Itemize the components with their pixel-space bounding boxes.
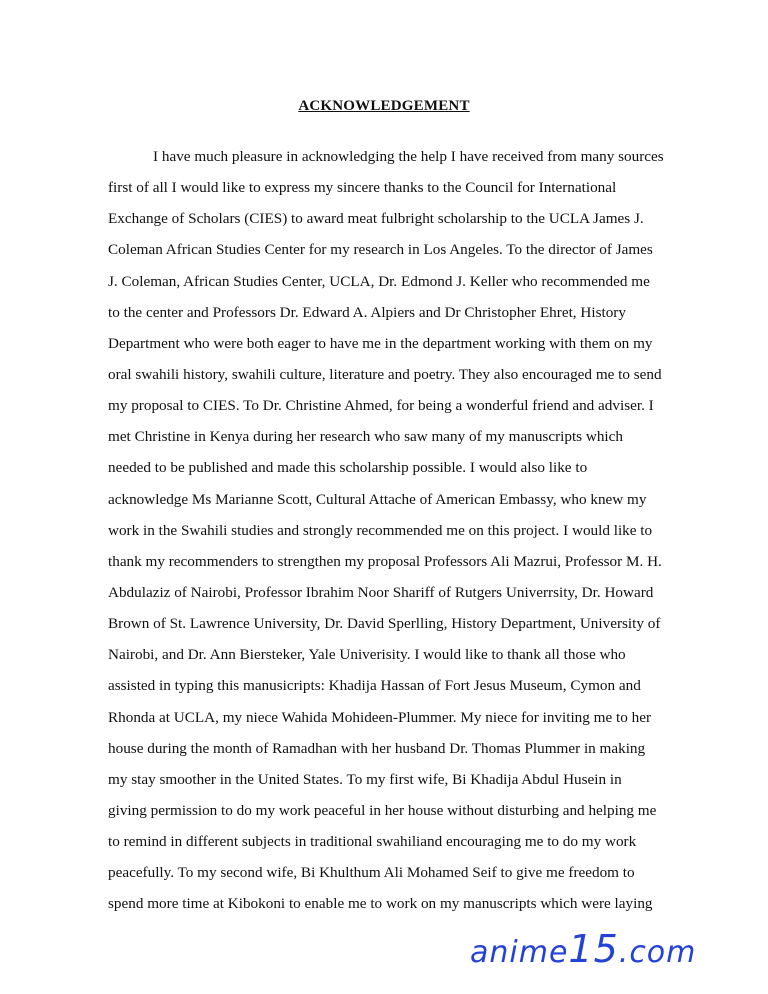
watermark-logo	[470, 927, 697, 971]
body-line: first of all I would like to express my sincere thanks to the Council for International	[108, 179, 617, 197]
body-line: I have much pleasure in acknowledging the help I have received from many sources	[153, 148, 664, 165]
body-line: to remind in different subjects in traditional swahiliand encouraging me to do my work	[108, 833, 637, 851]
body-line: spend more time at Kibokoni to enable me to work on my manuscripts which were laying	[108, 895, 653, 913]
body-line: Nairobi, and Dr. Ann Biersteker, Yale Univerisity. I would like to thank all those who	[108, 646, 626, 664]
body-line: work in the Swahili studies and strongly recommended me on this project. I would like to	[108, 521, 653, 539]
acknowledgement-body	[108, 141, 668, 920]
body-line: house during the month of Ramadhan with her husband Dr. Thomas Plummer in making	[108, 739, 646, 757]
body-line: assisted in typing this manusicripts: Khadija Hassan of Fort Jesus Museum, Cymon and	[108, 677, 641, 695]
body-line: J. Coleman, African Studies Center, UCLA, Dr. Edmond J. Keller who recommended me	[108, 272, 650, 290]
body-line: acknowledge Ms Marianne Scott, Cultural Attache of American Embassy, who knew my	[108, 490, 647, 508]
body-line: met Christine in Kenya during her research who saw many of my manuscripts which	[108, 428, 623, 446]
body-line: giving permission to do my work peaceful in her house without disturbing and helping me	[108, 801, 657, 819]
body-line: peacefully. To my second wife, Bi Khulthum Ali Mohamed Seif to give me freedom to	[108, 864, 635, 882]
watermark-number: 15	[568, 927, 619, 971]
body-line: Department who were both eager to have me in the department working with them on my	[108, 334, 653, 352]
body-line: my proposal to CIES. To Dr. Christine Ahmed, for being a wonderful friend and adviser. I	[108, 397, 654, 415]
body-line: Brown of St. Lawrence University, Dr. David Sperlling, History Department, University of	[108, 615, 661, 633]
body-line: oral swahili history, swahili culture, literature and poetry. They also encouraged me to send	[108, 365, 662, 383]
watermark-prefix: anime	[470, 935, 569, 970]
body-line: to the center and Professors Dr. Edward A. Alpiers and Dr Christopher Ehret, History	[108, 303, 626, 321]
watermark-suffix: .com	[618, 935, 697, 970]
body-line: thank my recommenders to strengthen my proposal Professors Ali Mazrui, Professor M. H.	[108, 552, 662, 570]
body-line: Exchange of Scholars (CIES) to award meat fulbright scholarship to the UCLA James J.	[108, 210, 644, 228]
body-line: my stay smoother in the United States. To my first wife, Bi Khadija Abdul Husein in	[108, 770, 622, 788]
body-line: Coleman African Studies Center for my research in Los Angeles. To the director of James	[108, 241, 653, 259]
body-line: Rhonda at UCLA, my niece Wahida Mohideen-Plummer. My niece for inviting me to her	[108, 708, 652, 726]
body-line: Abdulaziz of Nairobi, Professor Ibrahim Noor Shariff of Rutgers Univerrsity, Dr. Howard	[108, 583, 654, 601]
page-title: ACKNOWLEDGEMENT	[298, 98, 470, 114]
body-line: needed to be published and made this scholarship possible. I would also like to	[108, 459, 588, 477]
